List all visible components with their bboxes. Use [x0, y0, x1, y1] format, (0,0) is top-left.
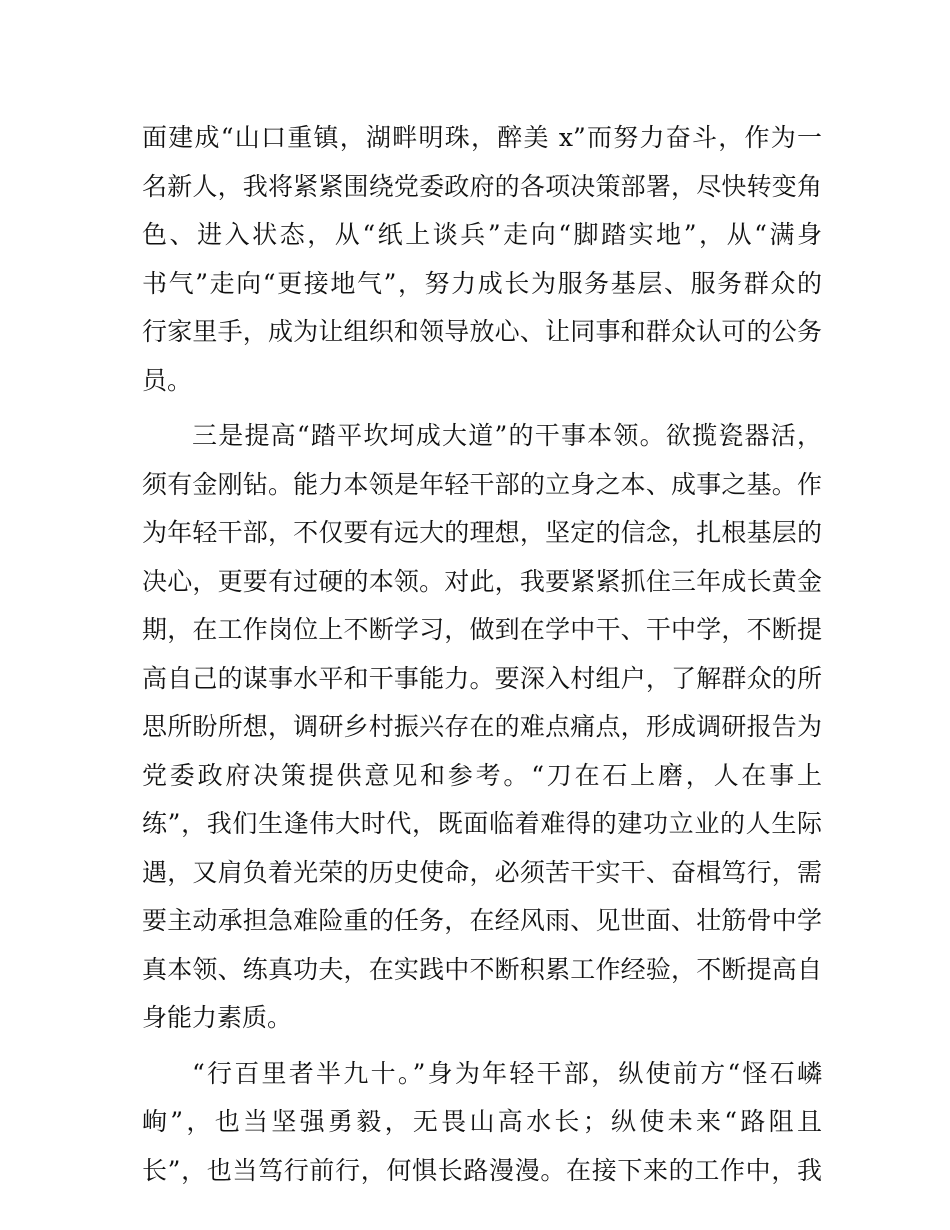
paragraph-line: 名新人，我将紧紧围绕党委政府的各项决策部署，尽快转变角 [142, 171, 822, 201]
paragraph-line: 决心，更要有过硬的本领。对此，我要紧紧抓住三年成长黄金 [142, 566, 822, 596]
paragraph-line: 身能力素质。 [142, 1003, 293, 1032]
paragraph-2 [142, 412, 822, 1043]
paragraph-line: 党委政府决策提供意见和参考。“刀在石上磨，人在事上 [142, 760, 822, 790]
paragraph-line: 要主动承担急难险重的任务，在经风雨、见世面、壮筋骨中学 [142, 906, 822, 935]
paragraph-gap [142, 405, 822, 412]
paragraph-line: 练”，我们生逢伟大时代，既面临着难得的建功立业的人生际 [142, 809, 822, 838]
paragraph-line: 遇，又肩负着光荣的历史使命，必须苦干实干、奋楫笃行，需 [142, 857, 822, 887]
paragraph-line: 为年轻干部，不仅要有远大的理想，坚定的信念，扎根基层的 [142, 518, 822, 547]
paragraph-line: 面建成“山口重镇，湖畔明珠，醉美 x”而努力奋斗，作为一 [142, 123, 822, 152]
paragraph-line: “行百里者半九十。”身为年轻干部，纵使前方“怪石嶙 [192, 1058, 822, 1088]
document-body [142, 114, 822, 1195]
paragraph-gap [142, 1043, 822, 1050]
paragraph-line: 期，在工作岗位上不断学习，做到在学中干、干中学，不断提 [142, 615, 822, 644]
paragraph-1 [142, 114, 822, 405]
paragraph-line: 思所盼所想，调研乡村振兴存在的难点痛点，形成调研报告为 [142, 712, 822, 741]
paragraph-line: 真本领、练真功夫，在实践中不断积累工作经验，不断提高自 [142, 954, 822, 984]
paragraph-line: 高自己的谋事水平和干事能力。要深入村组户，了解群众的所 [142, 663, 822, 693]
paragraph-line: 须有金刚钻。能力本领是年轻干部的立身之本、成事之基。作 [142, 469, 822, 499]
paragraph-3 [142, 1050, 822, 1196]
paragraph-line: 峋”，也当坚强勇毅，无畏山高水长；纵使未来“路阻且 [142, 1107, 822, 1136]
paragraph-line: 色、进入状态，从“纸上谈兵”走向“脚踏实地”，从“满身 [142, 220, 822, 249]
paragraph-line: 长”，也当笃行前行，何惧长路漫漫。在接下来的工作中，我 [142, 1155, 822, 1185]
paragraph-line: 书气”走向“更接地气”，努力成长为服务基层、服务群众的 [142, 268, 822, 298]
paragraph-line: 员。 [142, 365, 193, 395]
paragraph-line: 行家里手，成为让组织和领导放心、让同事和群众认可的公务 [142, 317, 822, 346]
paragraph-line: 三是提高“踏平坎坷成大道”的干事本领。欲揽瓷器活， [192, 421, 822, 450]
